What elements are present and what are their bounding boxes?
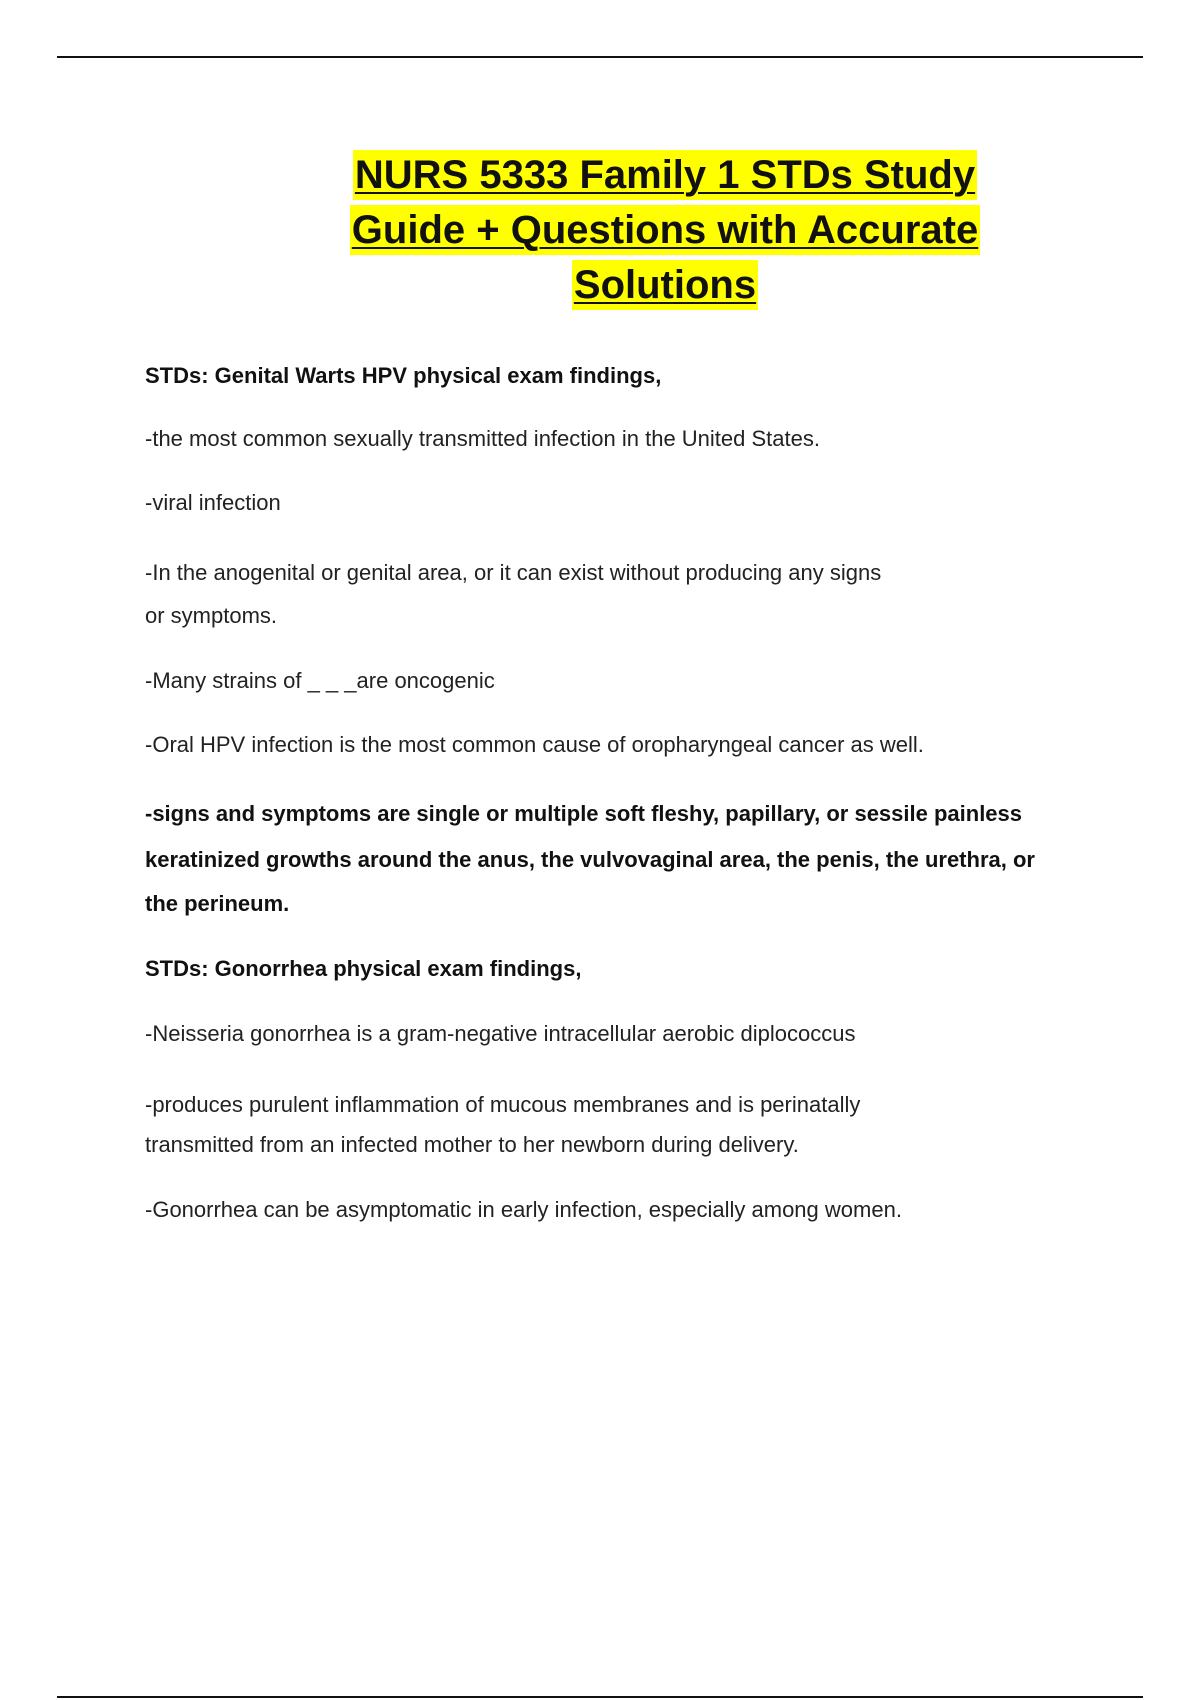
paragraph: -produces purulent inflammation of mucous membranes and is perinatally bbox=[145, 1092, 861, 1117]
paragraph: transmitted from an infected mother to her newborn during delivery. bbox=[145, 1132, 799, 1157]
paragraph: -Oral HPV infection is the most common cause of oropharyngeal cancer as well. bbox=[145, 732, 924, 757]
title-line-3: Solutions bbox=[572, 260, 758, 310]
bottom-rule bbox=[57, 1696, 1143, 1698]
paragraph-bold: -signs and symptoms are single or multiple soft fleshy, papillary, or sessile painless bbox=[145, 801, 1023, 826]
top-rule bbox=[57, 56, 1143, 58]
paragraph: -Gonorrhea can be asymptomatic in early infection, especially among women. bbox=[145, 1197, 902, 1222]
paragraph-bold: keratinized growths around the anus, the vulvovaginal area, the penis, the urethra, or bbox=[145, 847, 1035, 872]
paragraph: -Many strains of _ _ _are oncogenic bbox=[145, 668, 495, 693]
paragraph: -Neisseria gonorrhea is a gram-negative intracellular aerobic diplococcus bbox=[145, 1021, 856, 1046]
paragraph: -viral infection bbox=[145, 490, 281, 515]
paragraph: -In the anogenital or genital area, or it can exist without producing any signs bbox=[145, 560, 882, 585]
section-heading-gonorrhea: STDs: Gonorrhea physical exam findings, bbox=[145, 956, 582, 981]
paragraph: or symptoms. bbox=[145, 603, 278, 628]
title-line-1: NURS 5333 Family 1 STDs Study bbox=[353, 150, 977, 200]
paragraph-bold: the perineum. bbox=[145, 891, 290, 916]
document-title bbox=[300, 150, 1030, 315]
paragraph: -the most common sexually transmitted infection in the United States. bbox=[145, 426, 820, 451]
title-line-2: Guide + Questions with Accurate bbox=[350, 205, 980, 255]
section-heading-genital-warts: STDs: Genital Warts HPV physical exam findings, bbox=[145, 363, 662, 388]
